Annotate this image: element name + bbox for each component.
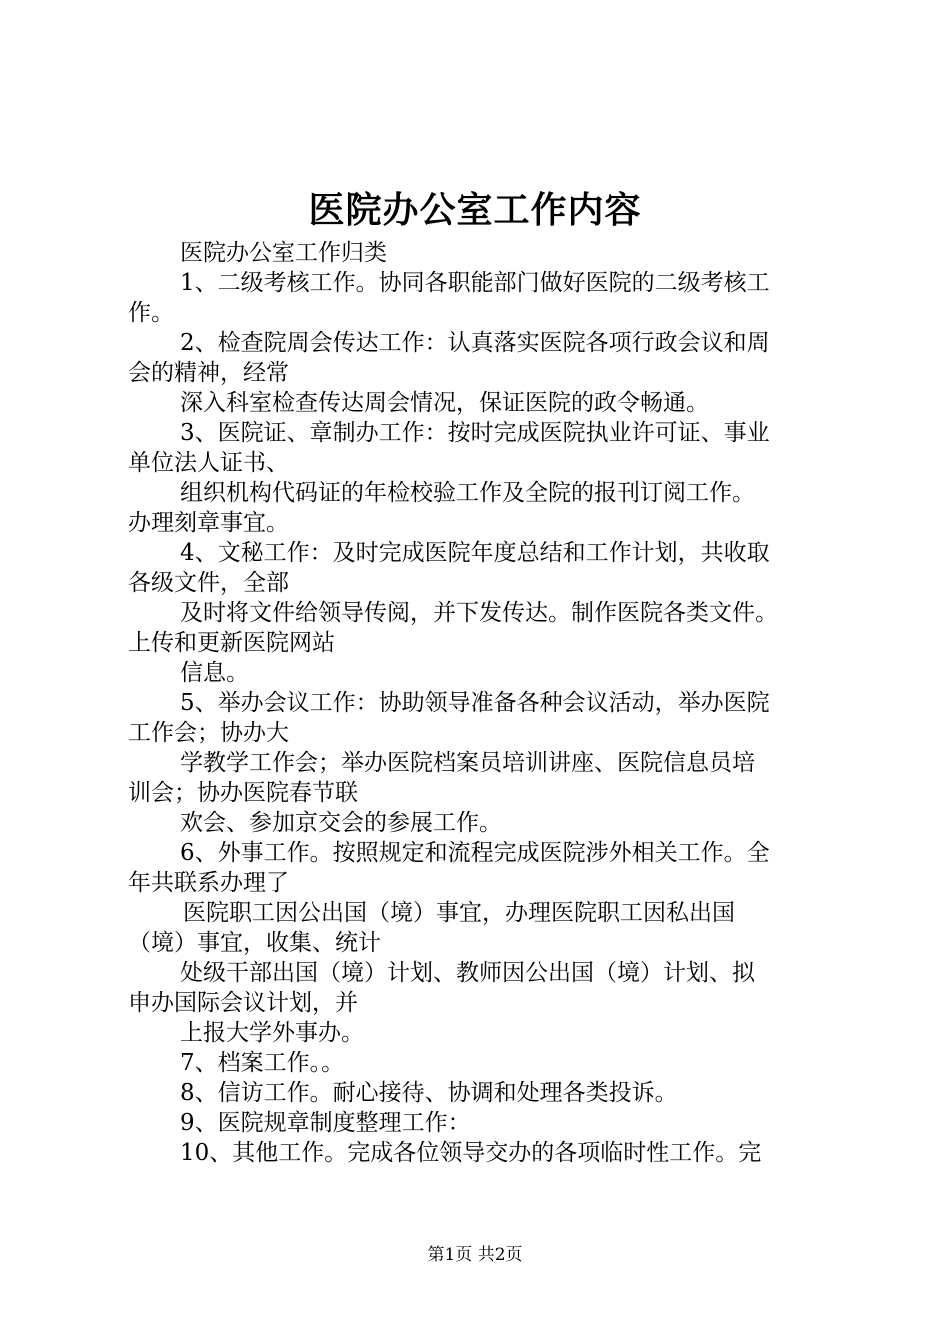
paragraph-line: 8、信访工作。耐心接待、协调和处理各类投诉。 (180, 1080, 678, 1106)
paragraph-line: 6、外事工作。按照规定和流程完成医院涉外相关工作。全 (180, 840, 770, 866)
paragraph-line: 1、二级考核工作。协同各职能部门做好医院的二级考核工 (180, 270, 770, 296)
paragraph-line: （境）事宜，收集、统计 (128, 930, 381, 956)
paragraph-line: 欢会、参加京交会的参展工作。 (180, 810, 502, 836)
paragraph-line: 会的精神，经常 (128, 360, 289, 386)
paragraph-line: 组织机构代码证的年检校验工作及全院的报刊订阅工作。 (180, 480, 755, 506)
paragraph-line: 2、检查院周会传达工作：认真落实医院各项行政会议和周 (180, 330, 770, 356)
paragraph-line: 医院职工因公出国（境）事宜，办理医院职工因私出国 (183, 900, 735, 926)
paragraph-line: 5、举办会议工作：协助领导准备各种会议活动，举办医院 (180, 690, 770, 716)
paragraph-line: 3、医院证、章制办工作：按时完成医院执业许可证、事业 (180, 420, 770, 446)
document-title: 医院办公室工作内容 (308, 189, 642, 231)
paragraph-line: 学教学工作会；举办医院档案员培训讲座、医院信息员培 (180, 750, 755, 776)
paragraph-line: 办理刻章事宜。 (128, 510, 289, 536)
paragraph-line: 及时将文件给领导传阅，并下发传达。制作医院各类文件。 (180, 600, 778, 626)
paragraph-line: 各级文件，全部 (128, 570, 289, 596)
paragraph-line: 医院办公室工作归类 (180, 240, 387, 266)
page-number-footer: 第1页 共2页 (427, 1245, 523, 1265)
document-body (128, 238, 840, 1168)
paragraph-line: 4、文秘工作：及时完成医院年度总结和工作计划，共收取 (180, 540, 770, 566)
paragraph-line: 信息。 (180, 660, 249, 686)
paragraph-line: 7、档案工作。。 (180, 1050, 345, 1076)
paragraph-line: 训会；协办医院春节联 (128, 780, 358, 806)
paragraph-line: 9、医院规章制度整理工作： (180, 1110, 471, 1136)
paragraph-line: 单位法人证书、 (128, 450, 289, 476)
paragraph-line: 上报大学外事办。 (180, 1020, 364, 1046)
paragraph-line: 作。 (128, 300, 174, 326)
paragraph-line: 申办国际会议计划，并 (128, 990, 358, 1016)
paragraph-line: 10、其他工作。完成各位领导交办的各项临时性工作。完 (180, 1140, 762, 1166)
paragraph-line: 上传和更新医院网站 (128, 630, 335, 656)
paragraph-line: 工作会；协办大 (128, 720, 289, 746)
paragraph-line: 年共联系办理了 (128, 870, 289, 896)
paragraph-line: 深入科室检查传达周会情况，保证医院的政令畅通。 (180, 390, 709, 416)
paragraph-line: 处级干部出国（境）计划、教师因公出国（境）计划、拟 (180, 960, 755, 986)
